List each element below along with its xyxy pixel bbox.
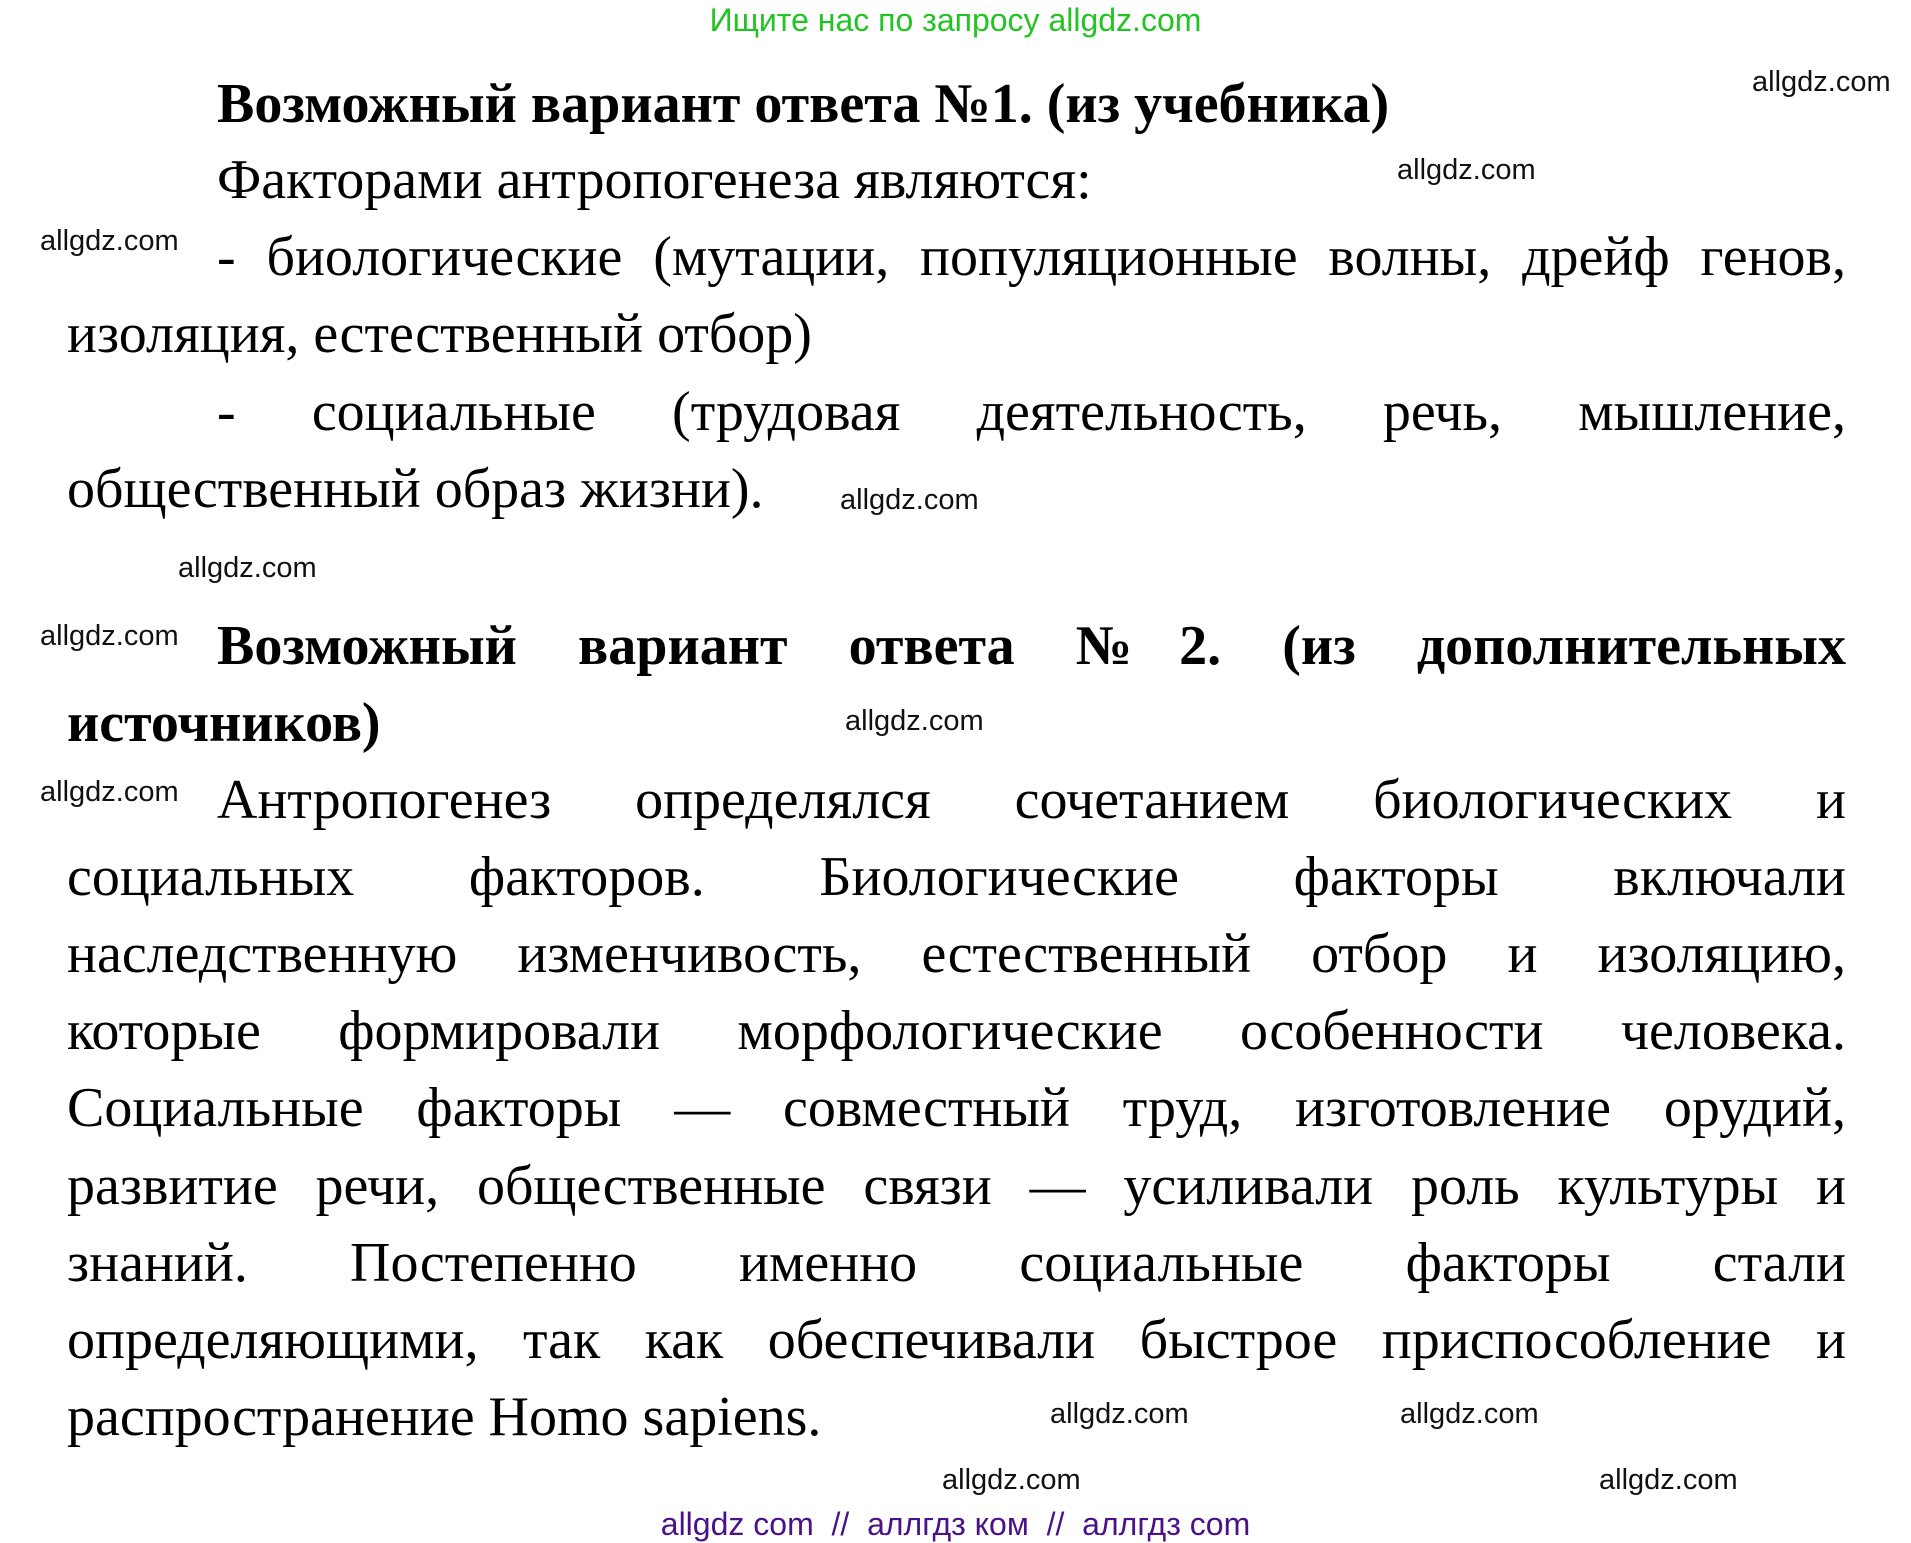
watermark: allgdz.com xyxy=(40,776,179,808)
watermark: allgdz.com xyxy=(840,484,979,516)
answer1-line: общественный образ жизни). xyxy=(67,458,764,520)
watermark: allgdz.com xyxy=(845,705,984,737)
answer2-line: определяющими, так как обеспечивали быстрое приспособление и xyxy=(67,1309,1846,1371)
watermark: allgdz.com xyxy=(1599,1464,1738,1496)
answer1-line: Факторами антропогенеза являются: xyxy=(217,149,1092,211)
search-banner: Ищите нас по запросу allgdz.com xyxy=(709,2,1202,38)
answer2-line: развитие речи, общественные связи — усиливали роль культуры и xyxy=(67,1155,1846,1217)
answer2-line: Социальные факторы — совместный труд, изготовление орудий, xyxy=(67,1077,1846,1139)
watermark: allgdz.com xyxy=(942,1464,1081,1496)
answer2-line: распространение Homo sapiens. xyxy=(67,1386,822,1448)
watermark: allgdz.com xyxy=(40,225,179,257)
answer1-line: - социальные (трудовая деятельность, речь, мышление, xyxy=(217,381,1846,443)
answer2-line: Антропогенез определялся сочетанием биологических и xyxy=(217,769,1846,831)
watermark: allgdz.com xyxy=(40,620,179,652)
watermark: allgdz.com xyxy=(1752,66,1891,98)
watermark: allgdz.com xyxy=(178,552,317,584)
answer2-line: наследственную изменчивость, естественный отбор и изоляцию, xyxy=(67,923,1846,985)
answer2-line: которые формировали морфологические особенности человека. xyxy=(67,1000,1846,1062)
answer2-line: социальных факторов. Биологические факторы включали xyxy=(67,846,1846,908)
answer1-line: - биологические (мутации, популяционные волны, дрейф генов, xyxy=(217,226,1846,288)
answer1-line: изоляция, естественный отбор) xyxy=(67,303,812,365)
watermark: allgdz.com xyxy=(1397,154,1536,186)
footer-banner: allgdz com // аллгдз ком // аллгдз com xyxy=(660,1506,1251,1542)
answer1-title: Возможный вариант ответа №1. (из учебника) xyxy=(217,73,1390,135)
watermark: allgdz.com xyxy=(1050,1398,1189,1430)
answer2-title: источников) xyxy=(67,692,381,754)
answer2-line: знаний. Постепенно именно социальные факторы стали xyxy=(67,1232,1846,1294)
answer2-title: Возможный вариант ответа №2. (из дополнительных xyxy=(217,615,1846,677)
watermark: allgdz.com xyxy=(1400,1398,1539,1430)
